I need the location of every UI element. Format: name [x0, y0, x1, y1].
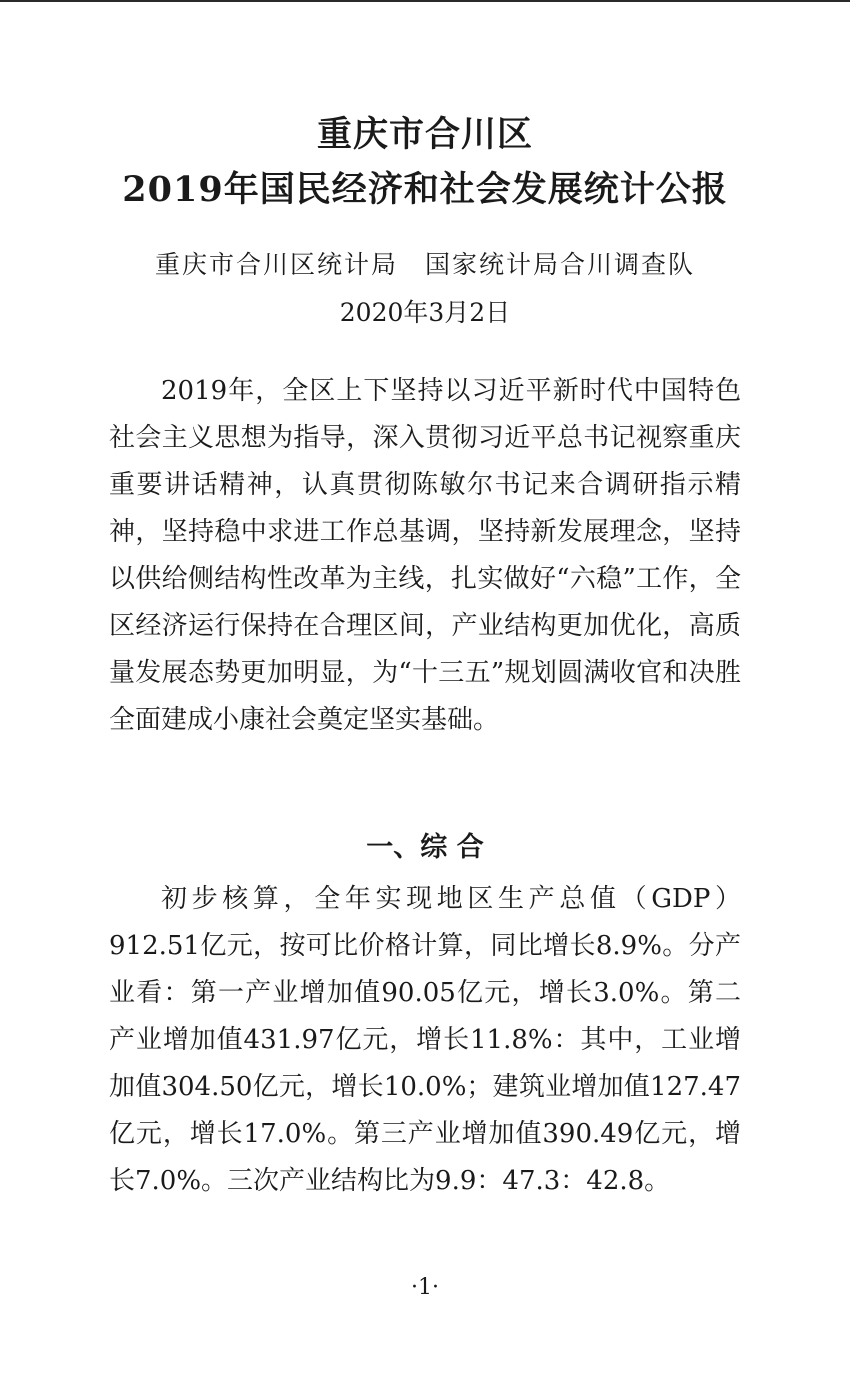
page-number: ·1·	[411, 1275, 439, 1300]
document-title-line-2: 2019年国民经济和社会发展统计公报	[122, 169, 728, 210]
section-heading-overview: 一、综 合	[366, 832, 484, 863]
publication-date: 2020年3月2日	[339, 298, 511, 327]
section-overview-paragraph: 初步核算，全年实现地区生产总值（GDP）912.51亿元，按可比价格计算，同比增长8.9%。分产业看：第一产业增加值90.05亿元，增长3.0%。第二产业增加值431.97亿元，增长11.8%：其中，工业增加值304.50亿元，增长10.0%；建筑业增加值127.47亿元，增长17.0%。第三产业增加值390.49亿元，增长7.0%。三次产业结构比为9.9：47.3：42.8。	[109, 884, 741, 1196]
issuing-authorities: 重庆市合川区统计局 国家统计局合川调查队	[154, 250, 695, 279]
intro-paragraph: 2019年，全区上下坚持以习近平新时代中国特色社会主义思想为指导，深入贯彻习近平总书记视察重庆重要讲话精神，认真贯彻陈敏尔书记来合调研指示精神，坚持稳中求进工作总基调，坚持新发展理念，坚持以供给侧结构性改革为主线，扎实做好“六稳”工作，全区经济运行保持在合理区间，产业结构更加优化，高质量发展态势更加明显，为“十三五”规划圆满收官和决胜全面建成小康社会奠定坚实基础。	[109, 376, 741, 735]
document-title-line-1: 重庆市合川区	[316, 114, 533, 155]
top-border-rule	[0, 0, 850, 2]
